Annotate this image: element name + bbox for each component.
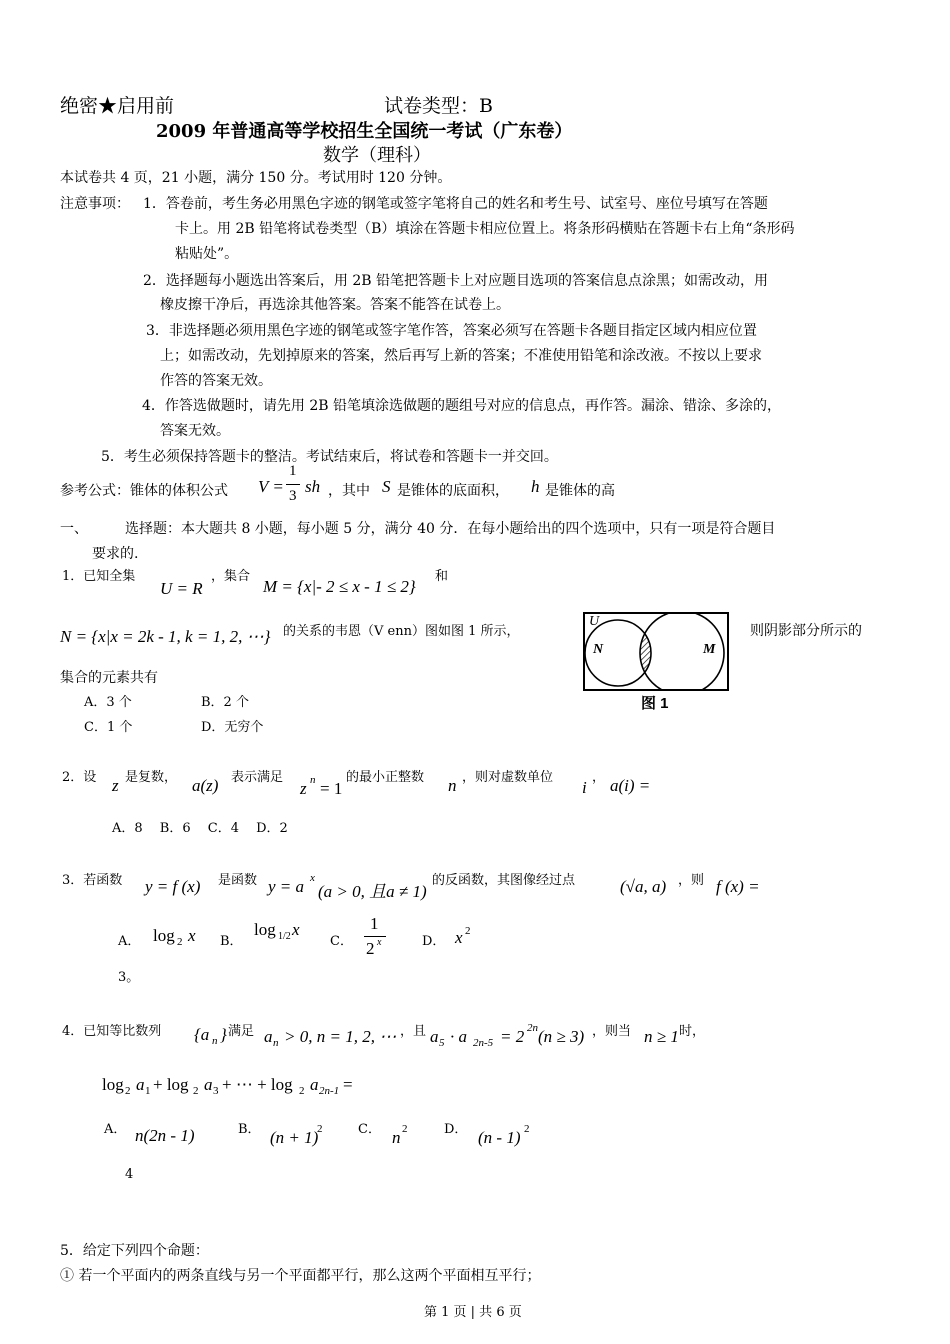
q2-zn: z bbox=[300, 779, 307, 798]
note-1a: 1．答卷前，考生务必用黑色字迹的钢笔或签字笔将自己的姓名和考生号、试室号、座位号填写在答题 bbox=[143, 196, 768, 212]
formula-fraction-bar bbox=[286, 484, 300, 485]
formula-suffix: 是锥体的高 bbox=[545, 483, 615, 499]
formula-den: 3 bbox=[289, 488, 297, 504]
q4-prod-sub2: 2n-5 bbox=[473, 1037, 494, 1049]
secret-label: 绝密★启用前 bbox=[60, 95, 175, 117]
q4-b-sup: 2 bbox=[317, 1123, 323, 1135]
formula-mid: ，其中 bbox=[328, 483, 370, 499]
formula-num: 1 bbox=[289, 463, 297, 479]
note-3a: 3．非选择题必须用黑色字迹的钢笔或签字笔作答，答案必须写在答题卡各题目指定区域内相应位置 bbox=[146, 323, 757, 339]
note-3c: 作答的答案无效。 bbox=[160, 373, 272, 389]
figure-caption: 图 1 bbox=[641, 695, 669, 712]
q4-sum-log2: + log bbox=[153, 1075, 189, 1094]
q2-options: A．8 B．6 C．4 D．2 bbox=[112, 821, 288, 836]
q3-a-log: log bbox=[153, 926, 175, 945]
q4-sum-a1: a bbox=[136, 1075, 145, 1094]
q4-sum-log1: log bbox=[102, 1075, 124, 1094]
q3-b-x: x bbox=[292, 920, 300, 939]
q1-and: 和 bbox=[435, 569, 449, 584]
q4-c-sup: 2 bbox=[402, 1123, 408, 1135]
q1-option-a: A．3 个 bbox=[84, 695, 132, 710]
q2-b: 是复数， bbox=[125, 770, 178, 785]
q4-cond: a bbox=[264, 1027, 273, 1046]
q3-b-log: log bbox=[254, 920, 276, 939]
q3-y2: y = a bbox=[268, 877, 305, 896]
formula-h: h bbox=[531, 477, 540, 496]
q4-b-expr: (n + 1) bbox=[270, 1128, 319, 1147]
q4-sum-base2: 2 bbox=[193, 1085, 199, 1097]
note-5: 5．考生必须保持答题卡的整洁。考试结束后，将试卷和答题卡一并交回。 bbox=[101, 449, 558, 465]
q4-sum-a3: a bbox=[204, 1075, 213, 1094]
q4-sum-base3: 2 bbox=[299, 1085, 305, 1097]
q3-b: 是函数 bbox=[218, 873, 258, 888]
q4-a: 4．已知等比数列 bbox=[62, 1024, 162, 1039]
q4-seq-sub: n bbox=[212, 1035, 218, 1047]
q4-prod-eq: = 2 bbox=[500, 1027, 525, 1046]
q1-option-b: B．2 个 bbox=[201, 695, 249, 710]
formula-S: S bbox=[382, 477, 391, 496]
q1-option-c: C．1 个 bbox=[84, 720, 133, 735]
q4-n1: n ≥ 1 bbox=[644, 1027, 679, 1046]
note-1c: 粘贴处”。 bbox=[175, 246, 239, 262]
q4-option-b: B． bbox=[238, 1122, 261, 1137]
note-1b: 卡上。用 2B 铅笔将试卷类型（B）填涂在答题卡相应位置上。将条形码横贴在答题卡右上角“条形码 bbox=[175, 221, 795, 237]
q3-point: (√a, a) bbox=[620, 877, 667, 896]
q4-option-d: D． bbox=[444, 1122, 468, 1137]
q3-y1: y = f (x) bbox=[145, 877, 201, 896]
q1-stem-b: ，集合 bbox=[211, 569, 251, 584]
q4-sum-an: a bbox=[310, 1075, 319, 1094]
q4-d: ，则当 bbox=[592, 1024, 632, 1039]
q4-sum-subn: 2n-1 bbox=[319, 1085, 340, 1097]
q3-option-b: B． bbox=[220, 934, 243, 949]
q3-c: 的反函数，其图像经过点 bbox=[432, 873, 576, 888]
q2-n: n bbox=[448, 776, 457, 795]
note-4b: 答案无效。 bbox=[160, 423, 230, 439]
q4-b: 满足 bbox=[228, 1024, 255, 1039]
q2-eq1: = 1 bbox=[320, 779, 343, 798]
q2-z: z bbox=[112, 776, 119, 795]
q3-c-sup: x bbox=[377, 937, 382, 948]
exam-title: 2009 年普通高等学校招生全国统一考试（广东卷） bbox=[156, 121, 573, 142]
q1-stem-d: 则阴影部分所示的 bbox=[750, 623, 862, 639]
q3-d-x: x bbox=[455, 928, 463, 947]
q4-d-expr: (n - 1) bbox=[478, 1128, 521, 1147]
q1-stem-e: 集合的元素共有 bbox=[60, 670, 158, 686]
q3-option-d: D． bbox=[422, 934, 446, 949]
q2-zn-sup: n bbox=[310, 774, 316, 786]
q4-a-expr: n(2n - 1) bbox=[135, 1126, 195, 1145]
q1-option-d: D．无穷个 bbox=[201, 720, 264, 735]
q3-a: 3．若函数 bbox=[62, 873, 123, 888]
q3-d: ，则 bbox=[678, 873, 705, 888]
q4-prod-mid: · a bbox=[450, 1027, 467, 1046]
q3-c-den: 2 bbox=[366, 939, 375, 958]
venn-diagram bbox=[583, 612, 729, 691]
q4-sum-base1: 2 bbox=[125, 1085, 131, 1097]
formula-mid2: 是锥体的底面积， bbox=[397, 483, 509, 499]
intro-text: 本试卷共 4 页，21 小题，满分 150 分。考试用时 120 分钟。 bbox=[60, 170, 452, 186]
q1-N: N = {x|x = 2k - 1, k = 1, 2, ⋯} bbox=[60, 627, 271, 646]
section-number: 一、 bbox=[60, 521, 88, 537]
q1-U: U = R bbox=[160, 579, 203, 598]
q3-y2-cond: (a > 0, 且a ≠ 1) bbox=[318, 882, 427, 901]
note-3b: 上；如需改动，先划掉原来的答案，然后再写上新的答案；不准使用铅笔和涂改液。不按以上要求 bbox=[160, 348, 762, 364]
q4-c: ，且 bbox=[400, 1024, 427, 1039]
venn-label-n: N bbox=[593, 642, 604, 657]
q4-prod: a bbox=[430, 1027, 439, 1046]
formula-prefix: 参考公式：锥体的体积公式 bbox=[60, 483, 228, 499]
q3-a-sub: 2 bbox=[177, 936, 183, 948]
q4-sum-log3: + ⋯ + log bbox=[222, 1075, 293, 1094]
q4-seq-end: } bbox=[220, 1025, 227, 1044]
q1-stem-a: 1．已知全集 bbox=[62, 569, 136, 584]
q3-option-c: C． bbox=[330, 934, 353, 949]
q4-option-c: C． bbox=[358, 1122, 381, 1137]
q2-i: i bbox=[582, 778, 587, 797]
formula-rhs: sh bbox=[305, 477, 321, 496]
q3-a-x: x bbox=[188, 926, 196, 945]
q3-c-fraction-bar bbox=[364, 936, 386, 937]
q1-M: M = {x|- 2 ≤ x - 1 ≤ 2} bbox=[263, 577, 416, 596]
q4-prod-sup: 2n bbox=[527, 1022, 538, 1034]
note-2a: 2．选择题每小题选出答案后，用 2B 铅笔把答题卡上对应题目选项的答案信息点涂黑；如需改动，用 bbox=[143, 273, 769, 289]
q4-d-sup: 2 bbox=[524, 1123, 530, 1135]
q4-sum-sub3: 3 bbox=[213, 1085, 219, 1097]
subject-title: 数学（理科） bbox=[323, 145, 431, 166]
q4-option-a: A． bbox=[104, 1122, 127, 1137]
venn-label-u: U bbox=[589, 614, 600, 629]
q2-f: ， bbox=[592, 770, 606, 785]
q4-c-expr: n bbox=[392, 1128, 401, 1147]
paper-type: 试卷类型：B bbox=[384, 95, 493, 117]
q2-e: ，则对虚数单位 bbox=[462, 770, 554, 785]
venn-label-m: M bbox=[703, 642, 716, 657]
q4-sum-end: = bbox=[343, 1075, 353, 1094]
q2-c: 表示满足 bbox=[231, 770, 284, 785]
q3-tail: 3。 bbox=[118, 970, 140, 985]
q1-stem-c: 的关系的韦恩（V enn）图如图 1 所示， bbox=[283, 624, 520, 639]
page-footer: 第 1 页 | 共 6 页 bbox=[424, 1305, 522, 1320]
q4-e: 时， bbox=[679, 1024, 706, 1039]
q3-b-sub: 1/2 bbox=[278, 931, 291, 942]
q4-prod-cond: (n ≥ 3) bbox=[538, 1027, 585, 1046]
q4-seq: {a bbox=[194, 1025, 210, 1044]
notes-label: 注意事项： bbox=[60, 196, 130, 212]
note-2b: 橡皮擦干净后，再选涂其他答案。答案不能答在试卷上。 bbox=[160, 297, 510, 313]
q4-sum-sub1: 1 bbox=[145, 1085, 151, 1097]
q3-y2-sup: x bbox=[310, 872, 315, 884]
section-text: 选择题：本大题共 8 小题，每小题 5 分，满分 40 分．在每小题给出的四个选项中，只有一项是符合题目 bbox=[125, 521, 776, 537]
q2-az: a(z) bbox=[192, 776, 219, 795]
formula-lhs: V = bbox=[258, 477, 284, 496]
q4-cond-sub: n bbox=[273, 1037, 279, 1049]
q2-ai: a(i) = bbox=[610, 776, 651, 795]
q3-option-a: A． bbox=[118, 934, 141, 949]
q3-fx: f (x) = bbox=[716, 877, 760, 896]
q2-a: 2．设 bbox=[62, 770, 97, 785]
q3-d-sup: 2 bbox=[465, 925, 471, 937]
q3-c-num: 1 bbox=[370, 914, 379, 933]
section-text-2: 要求的. bbox=[92, 546, 139, 562]
q5-proposition-1: ① 若一个平面内的两条直线与另一个平面都平行，那么这两个平面相互平行； bbox=[60, 1268, 541, 1284]
note-4a: 4．作答选做题时，请先用 2B 铅笔填涂选做题的题组号对应的信息点，再作答。漏涂、错涂、多涂的， bbox=[142, 398, 782, 414]
q2-d: 的最小正整数 bbox=[346, 770, 425, 785]
q4-tail: 4 bbox=[125, 1167, 134, 1182]
q5-stem: 5．给定下列四个命题： bbox=[60, 1243, 209, 1259]
q4-prod-sub1: 5 bbox=[439, 1037, 445, 1049]
q4-cond-rest: > 0, n = 1, 2, ⋯ bbox=[284, 1027, 397, 1046]
